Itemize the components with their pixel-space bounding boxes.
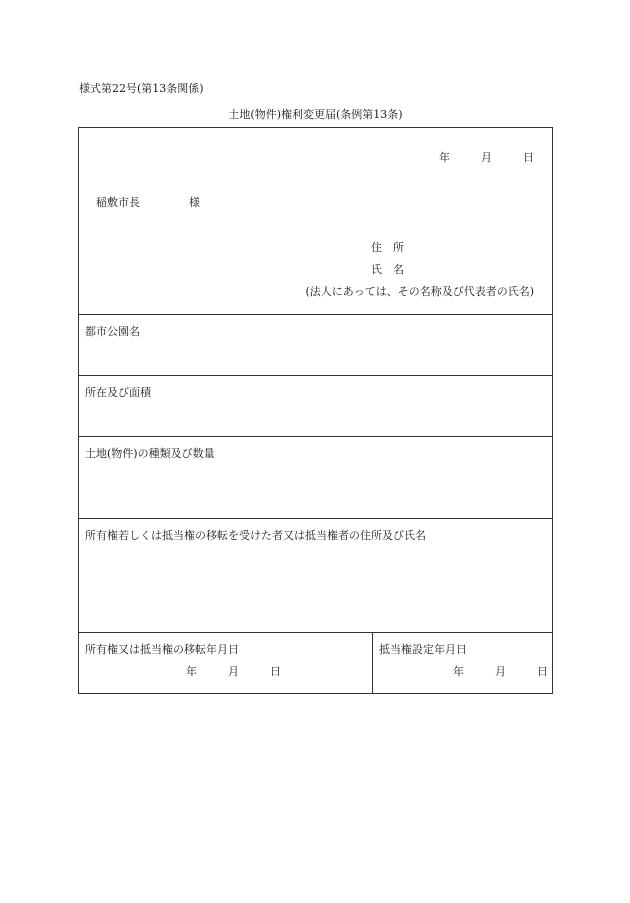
date-month-label: 月 bbox=[481, 151, 492, 164]
land-type-row bbox=[79, 437, 553, 519]
park-name-field[interactable] bbox=[79, 315, 553, 376]
notice-cell bbox=[79, 128, 553, 315]
dates-row bbox=[79, 633, 553, 694]
mortgage-date-label: 抵当権設定年月日 bbox=[379, 643, 467, 656]
date-year-label: 年 bbox=[439, 151, 450, 164]
form-number: 様式第22号(第13条関係) bbox=[79, 82, 204, 95]
park-name-label: 都市公園名 bbox=[85, 325, 140, 338]
mortgage-date-slots bbox=[453, 663, 548, 679]
mortgage-year-label: 年 bbox=[453, 665, 464, 678]
transferee-field[interactable] bbox=[79, 519, 553, 633]
addressee: 稲敷市長 bbox=[96, 196, 140, 209]
transfer-year-label: 年 bbox=[186, 665, 197, 678]
mortgage-day-label: 日 bbox=[537, 665, 548, 678]
transferee-label: 所有権若しくは抵当権の移転を受けた者又は抵当権者の住所及び氏名 bbox=[85, 529, 426, 542]
location-area-label: 所在及び面積 bbox=[85, 386, 151, 399]
mortgage-month-label: 月 bbox=[495, 665, 506, 678]
transfer-month-label: 月 bbox=[228, 665, 239, 678]
name-label: 氏 名 bbox=[371, 263, 404, 276]
transfer-date-field[interactable] bbox=[79, 633, 373, 694]
land-type-field[interactable] bbox=[79, 437, 553, 519]
form-title: 土地(物件)権利変更届(条例第13条) bbox=[228, 108, 403, 121]
transferee-row bbox=[79, 519, 553, 633]
date-day-label: 日 bbox=[523, 151, 534, 164]
land-type-label: 土地(物件)の種類及び数量 bbox=[85, 447, 215, 460]
transfer-day-label: 日 bbox=[270, 665, 281, 678]
notice-row bbox=[79, 128, 553, 315]
location-area-field[interactable] bbox=[79, 376, 553, 437]
location-area-row bbox=[79, 376, 553, 437]
transfer-date-label: 所有権又は抵当権の移転年月日 bbox=[85, 643, 239, 656]
address-label: 住 所 bbox=[371, 241, 404, 254]
application-form-table bbox=[78, 127, 553, 694]
honorific: 様 bbox=[189, 196, 200, 209]
corporate-note: (法人にあっては、その名称及び代表者の氏名) bbox=[305, 285, 534, 298]
transfer-date-slots bbox=[186, 663, 281, 679]
park-name-row bbox=[79, 315, 553, 376]
submission-date[interactable] bbox=[79, 149, 534, 165]
mortgage-date-field[interactable] bbox=[373, 633, 553, 694]
